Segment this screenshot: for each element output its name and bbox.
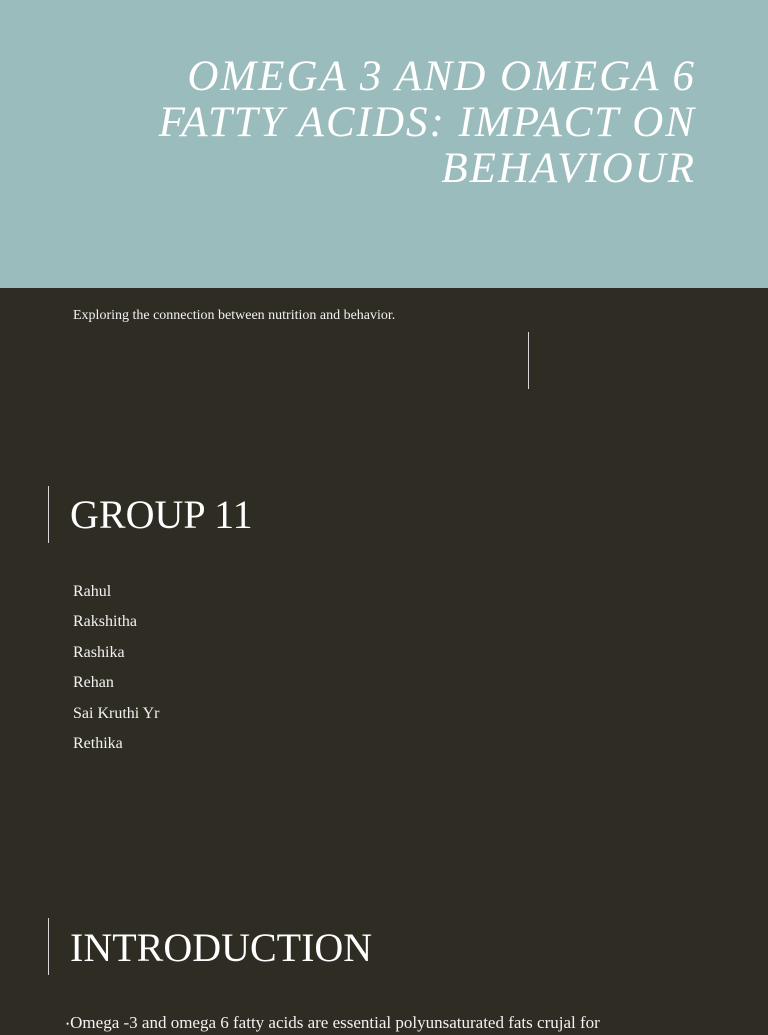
subtitle-divider [528,332,529,389]
bullet-icon: • [66,1019,70,1030]
member-name: Rehan [73,674,114,692]
group-member-list [73,577,160,759]
presentation-title: OMEGA 3 AND OMEGA 6 FATTY ACIDS: IMPACT ON BEHAVIOUR [158,53,696,192]
member-name: Rakshitha [73,613,137,631]
member-name: Rahul [73,583,112,600]
member-name: Rashika [73,643,125,661]
intro-heading-accent-line [48,918,49,975]
introduction-text: Omega -3 and omega 6 fatty acids are essential polyunsaturated fats crujal for [70,1013,600,1032]
group-heading: GROUP 11 [70,492,253,537]
member-name: Rethika [73,735,123,753]
presentation-subtitle: Exploring the connection between nutrition and behavior. [73,308,396,323]
title-banner [0,0,768,288]
member-name: Sai Kruthi Yr [73,704,160,722]
group-heading-accent-line [48,486,49,543]
introduction-heading: INTRODUCTION [70,925,373,970]
